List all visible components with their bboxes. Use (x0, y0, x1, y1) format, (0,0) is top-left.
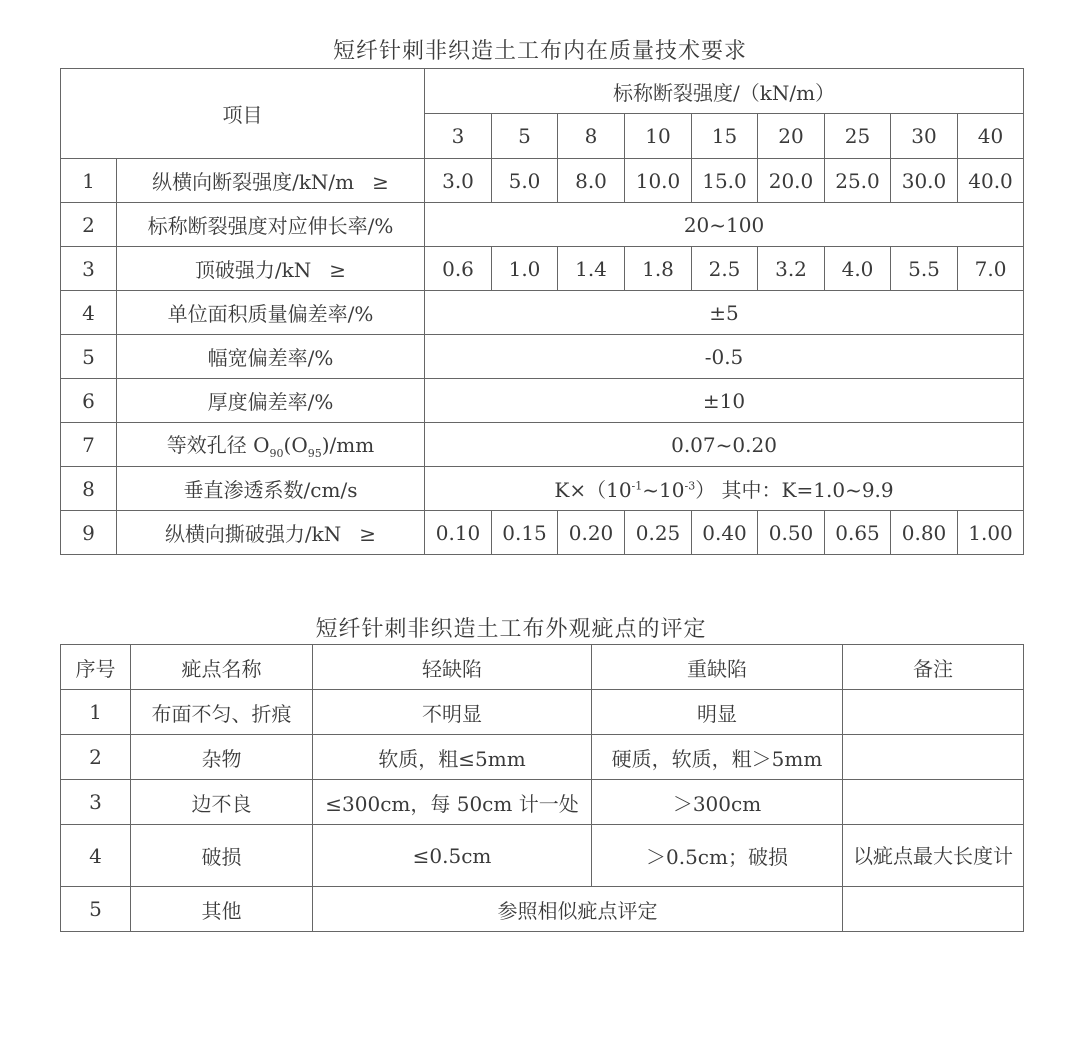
value-cell: 0.6 (425, 247, 492, 291)
row-item-name (117, 423, 425, 467)
table-row (61, 735, 1024, 780)
header-light-defect: 轻缺陷 (313, 645, 592, 690)
table-row (61, 467, 1024, 511)
heavy-defect: ＞300cm (592, 780, 843, 825)
superscript: -1 (631, 479, 643, 493)
light-defect: 软质，粗≤5mm (313, 735, 592, 780)
table-row (61, 203, 1024, 247)
row-number: 1 (61, 159, 117, 203)
table-row (61, 511, 1024, 555)
table-row (61, 159, 1024, 203)
header-note: 备注 (843, 645, 1024, 690)
strength-grade: 40 (958, 114, 1024, 159)
value-cell-merged: ±5 (425, 291, 1024, 335)
item-label: 纵横向断裂强度/kN/m (152, 170, 355, 194)
table-header-row (61, 645, 1024, 690)
heavy-defect: ＞0.5cm；破损 (592, 825, 843, 887)
defect-name: 杂物 (131, 735, 313, 780)
row-item-name (117, 159, 425, 203)
table-row (61, 423, 1024, 467)
table-row (61, 780, 1024, 825)
item-label: 顶破强力/kN (194, 258, 312, 282)
defect-name: 边不良 (131, 780, 313, 825)
value-text: ） 其中：K=1.0~9.9 (695, 478, 894, 502)
defect-rating-table (60, 644, 1024, 932)
strength-grade: 15 (692, 114, 758, 159)
value-cell: 1.4 (558, 247, 625, 291)
value-cell: 0.10 (425, 511, 492, 555)
row-item-name (117, 247, 425, 291)
table-row (61, 887, 1024, 932)
table-row (61, 379, 1024, 423)
merged-defect-rule: 参照相似疵点评定 (313, 887, 843, 932)
strength-grade: 8 (558, 114, 625, 159)
value-cell: 0.25 (625, 511, 692, 555)
header-nominal-strength: 标称断裂强度/（kN/m） (425, 69, 1024, 114)
row-number: 9 (61, 511, 117, 555)
row-number: 3 (61, 247, 117, 291)
table-row (61, 291, 1024, 335)
table-row (61, 335, 1024, 379)
item-label: (O (283, 433, 308, 457)
subscript: 90 (269, 447, 284, 460)
defect-name: 破损 (131, 825, 313, 887)
row-number: 6 (61, 379, 117, 423)
header-heavy-defect: 重缺陷 (592, 645, 843, 690)
value-cell: 1.00 (958, 511, 1024, 555)
row-number: 5 (61, 335, 117, 379)
value-cell: 5.0 (492, 159, 558, 203)
strength-grade: 30 (891, 114, 958, 159)
value-cell: 20.0 (758, 159, 825, 203)
row-item-name: 厚度偏差率/% (117, 379, 425, 423)
strength-grade: 3 (425, 114, 492, 159)
value-cell: 0.20 (558, 511, 625, 555)
value-cell-merged: 0.07~0.20 (425, 423, 1024, 467)
strength-grade: 20 (758, 114, 825, 159)
heavy-defect: 明显 (592, 690, 843, 735)
value-cell: 0.80 (891, 511, 958, 555)
note (843, 735, 1024, 780)
table-row (61, 825, 1024, 887)
value-cell: 5.5 (891, 247, 958, 291)
row-item-name: 单位面积质量偏差率/% (117, 291, 425, 335)
value-cell: 7.0 (958, 247, 1024, 291)
value-cell: 15.0 (692, 159, 758, 203)
value-cell-merged: ±10 (425, 379, 1024, 423)
item-label: 等效孔径 O (166, 433, 270, 457)
row-item-name: 垂直渗透系数/cm/s (117, 467, 425, 511)
value-cell: 0.15 (492, 511, 558, 555)
gte-symbol: ≥ (359, 522, 377, 546)
quality-spec-table (60, 68, 1024, 555)
light-defect: ≤300cm，每 50cm 计一处 (313, 780, 592, 825)
row-number: 3 (61, 780, 131, 825)
heavy-defect: 硬质，软质，粗＞5mm (592, 735, 843, 780)
value-cell: 2.5 (692, 247, 758, 291)
row-number: 8 (61, 467, 117, 511)
row-item-name: 标称断裂强度对应伸长率/% (117, 203, 425, 247)
row-number: 2 (61, 735, 131, 780)
row-number: 2 (61, 203, 117, 247)
light-defect: 不明显 (313, 690, 592, 735)
row-number: 4 (61, 825, 131, 887)
spec-table-title: 短纤针刺非织造土工布内在质量技术要求 (332, 39, 747, 64)
value-cell-merged (425, 467, 1024, 511)
gte-symbol: ≥ (329, 258, 347, 282)
header-item: 项目 (61, 69, 425, 159)
value-cell: 3.2 (758, 247, 825, 291)
value-cell: 0.40 (692, 511, 758, 555)
strength-grade: 25 (825, 114, 891, 159)
value-text: K×（10 (554, 478, 632, 502)
defect-table-title: 短纤针刺非织造土工布外观疵点的评定 (315, 617, 707, 642)
strength-grade: 10 (625, 114, 692, 159)
value-cell: 3.0 (425, 159, 492, 203)
row-number: 7 (61, 423, 117, 467)
value-cell: 1.0 (492, 247, 558, 291)
row-item-name (117, 511, 425, 555)
gte-symbol: ≥ (372, 170, 389, 194)
item-label: 纵横向撕破强力/kN (164, 522, 342, 546)
defect-name: 其他 (131, 887, 313, 932)
value-cell: 10.0 (625, 159, 692, 203)
table-row (61, 690, 1024, 735)
light-defect: ≤0.5cm (313, 825, 592, 887)
row-number: 5 (61, 887, 131, 932)
row-item-name: 幅宽偏差率/% (117, 335, 425, 379)
header-defect-name: 疵点名称 (131, 645, 313, 690)
value-cell-merged: 20~100 (425, 203, 1024, 247)
subscript: 95 (307, 447, 322, 460)
note (843, 780, 1024, 825)
value-cell: 30.0 (891, 159, 958, 203)
value-cell: 8.0 (558, 159, 625, 203)
value-cell: 25.0 (825, 159, 891, 203)
defect-name: 布面不匀、折痕 (131, 690, 313, 735)
value-cell: 1.8 (625, 247, 692, 291)
note (843, 690, 1024, 735)
value-text: ~10 (642, 478, 685, 502)
superscript: -3 (684, 479, 696, 493)
value-cell: 4.0 (825, 247, 891, 291)
row-number: 4 (61, 291, 117, 335)
note: 以疵点最大长度计 (843, 825, 1024, 887)
value-cell: 0.65 (825, 511, 891, 555)
value-cell: 40.0 (958, 159, 1024, 203)
value-cell-merged: -0.5 (425, 335, 1024, 379)
header-no: 序号 (61, 645, 131, 690)
note (843, 887, 1024, 932)
table-row (61, 247, 1024, 291)
row-number: 1 (61, 690, 131, 735)
value-cell: 0.50 (758, 511, 825, 555)
strength-grade: 5 (492, 114, 558, 159)
item-label: )/mm (321, 433, 375, 457)
